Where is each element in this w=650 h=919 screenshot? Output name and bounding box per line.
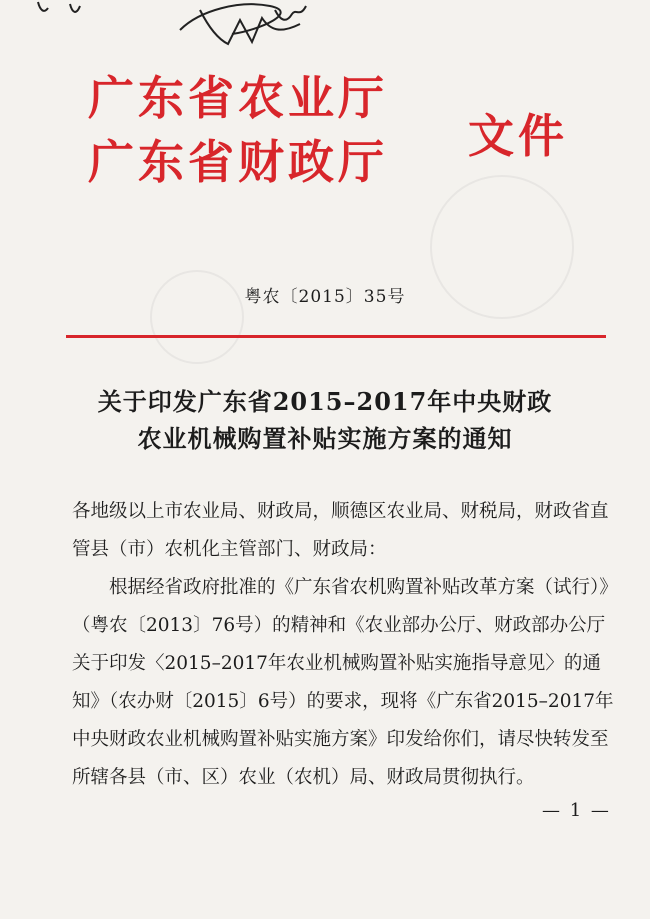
document-number: 粤农〔2015〕35号 <box>244 287 406 307</box>
page-number: — 1 — <box>542 800 611 821</box>
body-paragraph: 根据经省政府批准的《广东省农机购置补贴改革方案（试行）》（粤农〔2013〕76号）的精神和《农业部办公厅、财政部办公厅关于印发〈2015–2017年农业机械购置补贴实施指导意见〉的通知》（农办财〔2015〕6号）的要求，现将《广东省2015–2017年中央财政农业机械购置补贴实施方案》印发给你们，请尽快转发至所辖各县（市、区）农业（农机）局、财政局贯彻执行。 <box>72 577 614 788</box>
issuer-finance-department: 广东省财政厅 <box>88 135 388 189</box>
document-title <box>0 383 650 457</box>
document-label: 文件 <box>468 109 568 163</box>
handwritten-annotation <box>0 0 650 60</box>
document-body <box>72 493 617 797</box>
red-separator-line <box>66 335 606 338</box>
salutation: 各地级以上市农业局、财政局，顺德区农业局、财税局，财政省直管县（市）农机化主管部门、财政局： <box>72 501 609 560</box>
title-line-2: 农业机械购置补贴实施方案的通知 <box>137 424 513 453</box>
title-line-1: 关于印发广东省2015–2017年中央财政 <box>97 387 553 416</box>
issuer-agriculture-department: 广东省农业厅 <box>88 71 388 125</box>
issuing-authorities <box>88 66 388 194</box>
